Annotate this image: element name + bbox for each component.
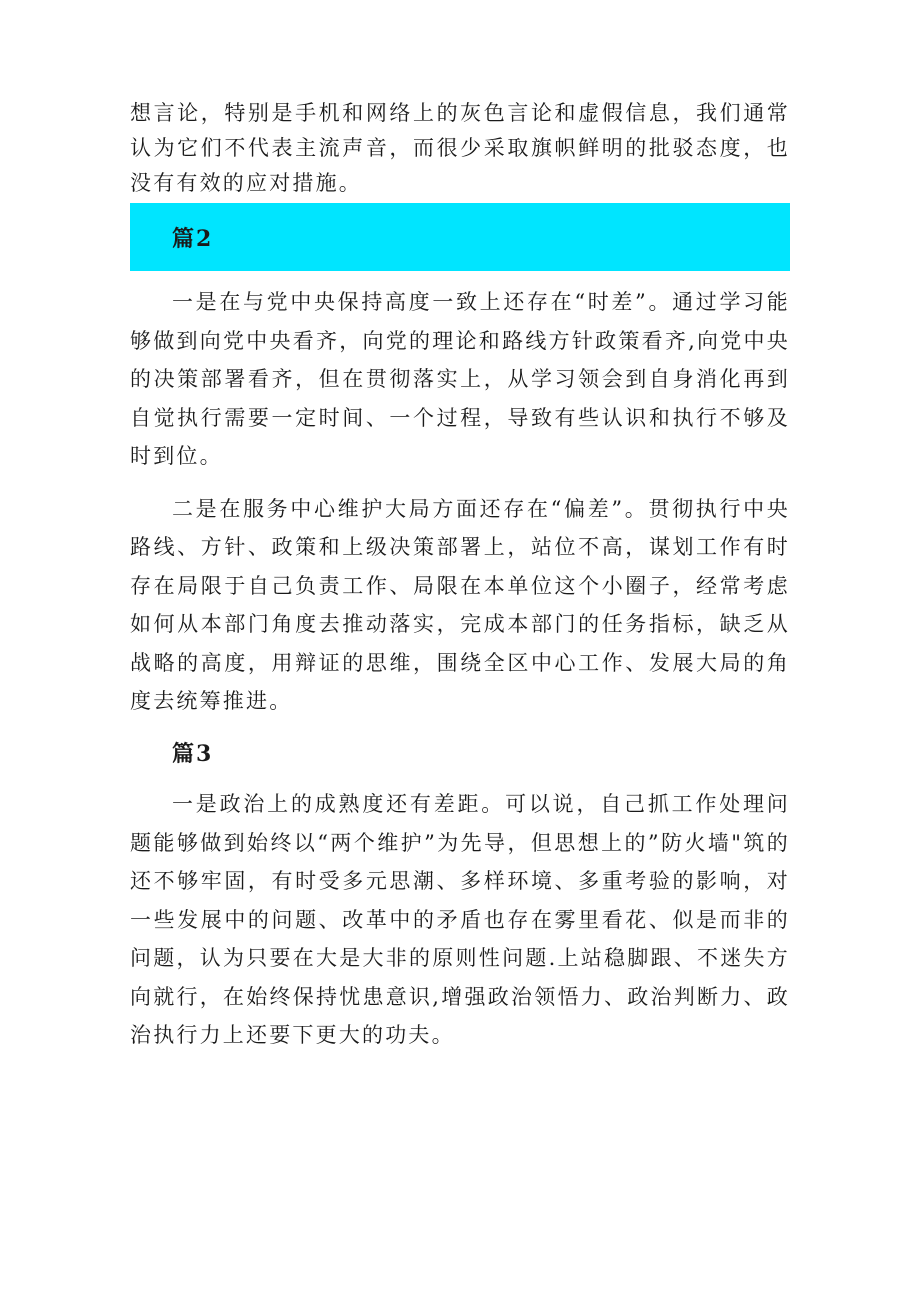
section-2-heading-text: 篇2	[172, 225, 214, 252]
document-page	[130, 96, 790, 1055]
intro-paragraph: 想言论，特别是手机和网络上的灰色言论和虚假信息，我们通常认为它们不代表主流声音，而很少采取旗帜鲜明的批驳态度，也没有有效的应对措施。	[130, 101, 790, 195]
section-3-heading: 篇3	[172, 740, 214, 767]
section-3-paragraph-1: 一是政治上的成熟度还有差距。可以说，自己抓工作处理问题能够做到始终以“两个维护”为先导，但思想上的”防火墙"筑的还不够牢固，有时受多元思潮、多样环境、多重考验的影响，对一些发展中的问题、改革中的矛盾也存在雾里看花、似是而非的问题，认为只要在大是大非的原则性问题.上站稳脚跟、不迷失方向就行，在始终保持忧患意识,增强政治领悟力、政治判断力、政治执行力上还要下更大的功夫。	[130, 792, 790, 1047]
section-2-heading	[130, 203, 790, 271]
section-2-paragraph-2: 二是在服务中心维护大局方面还存在“偏差”。贯彻执行中央路线、方针、政策和上级决策部署上，站位不高，谋划工作有时存在局限于自己负责工作、局限在本单位这个小圈子，经常考虑如何从本部门角度去推动落实，完成本部门的任务指标，缺乏从战略的高度，用辩证的思维，围绕全区中心工作、发展大局的角度去统筹推进。	[130, 496, 790, 713]
section-2-paragraph-1: 一是在与党中央保持高度一致上还存在“时差”。通过学习能够做到向党中央看齐，向党的理论和路线方针政策看齐,向党中央的决策部署看齐，但在贯彻落实上，从学习领会到自身消化再到自觉执行需要一定时间、一个过程，导致有些认识和执行不够及时到位。	[130, 290, 790, 468]
